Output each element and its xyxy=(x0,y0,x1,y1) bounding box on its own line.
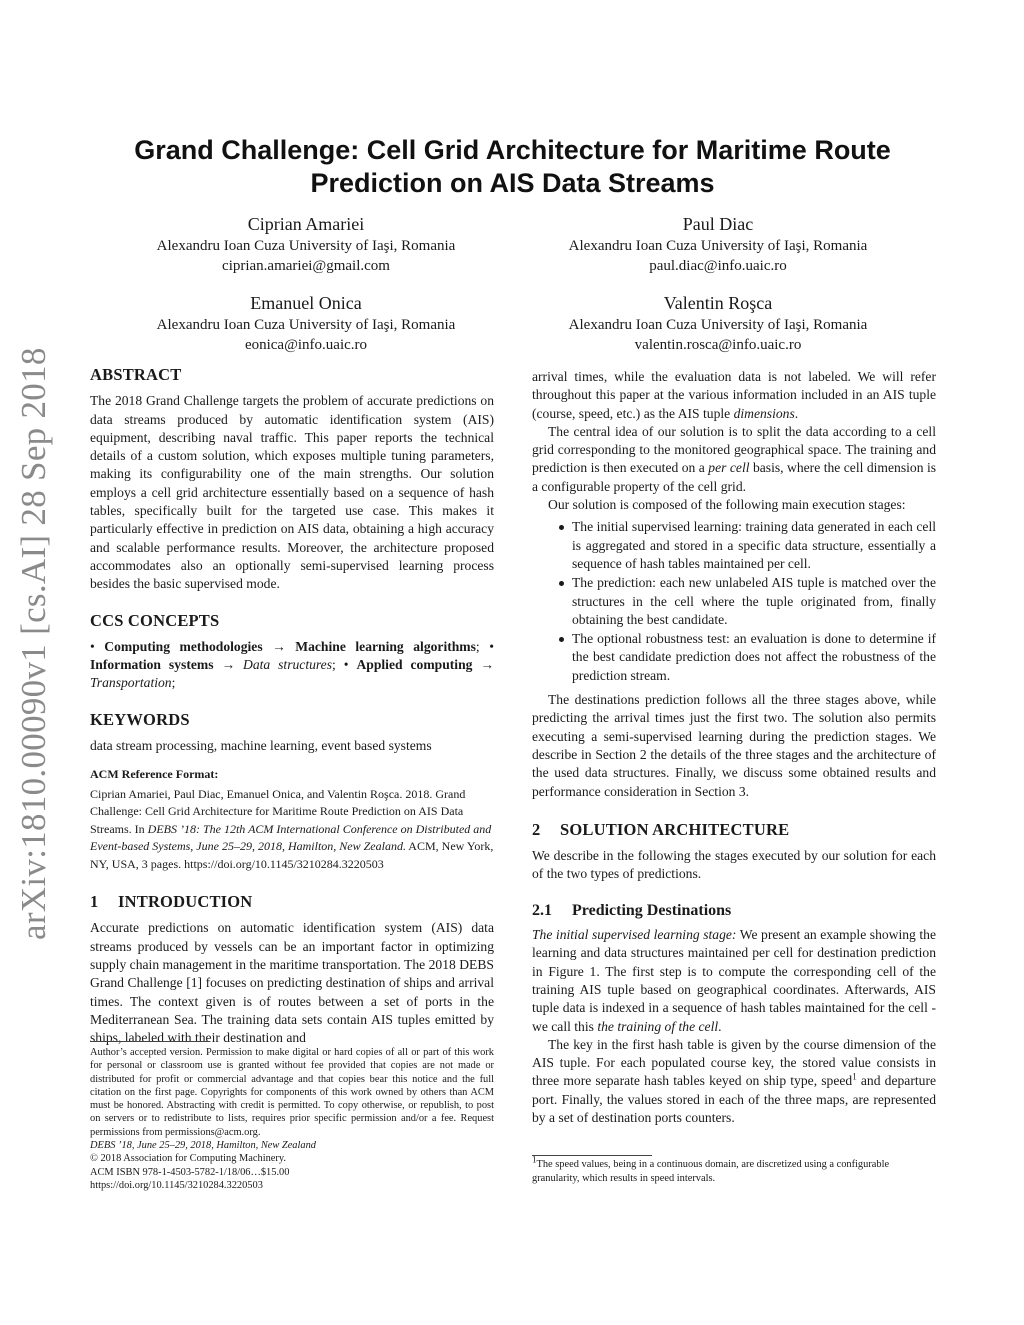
ccs-main: Information systems xyxy=(90,657,214,673)
isbn-line: ACM ISBN 978-1-4503-5782-1/18/06…$15.00 xyxy=(90,1166,290,1178)
author-email: eonica@info.uaic.ro xyxy=(244,337,368,353)
speed-footnote: $^1$The speed values, being in a continuous domain, are discretized using a configurable granularity, which results in speed intervals. xyxy=(532,1154,890,1184)
author-name: Paul Diac xyxy=(682,214,754,234)
author-email: paul.diac@info.uaic.ro xyxy=(649,258,787,274)
list-item: The optional robustness test: an evaluation is done to determine if the best candidate prediction does not affect the robustness of the prediction stream. xyxy=(572,630,936,685)
section-2-heading: 2 SOLUTION ARCHITECTURE xyxy=(532,819,790,839)
ccs-sub: Data structures xyxy=(243,657,333,673)
author-name: Valentin Roşca xyxy=(663,293,773,313)
doi-link[interactable]: https://doi.org/10.1145/3210284.3220503 xyxy=(90,1179,263,1191)
arxiv-stamp: arXiv:1810.00090v1 [cs.AI] 28 Sep 2018 xyxy=(14,347,53,940)
keywords-text: data stream processing, machine learning, event based systems xyxy=(90,738,432,754)
permission-text: Author’s accepted version. Permission to make digital or hard copies of all or part of this work for personal or classroom use is granted without fee provided that copies are not made or distributed for profit or commercial advantage and that copies bear this notice and the full citation on the first page. Copyrights for components of this work owned by others than ACM must be honored. Abstracting with credit is permitted. To copy otherwise, or republish, to post on servers or to redistribute to lists, requires prior specific permission and/or a fee. Request permissions from permissions@acm.org. xyxy=(90,1047,494,1138)
subsection-2-1-heading: 2.1 Predicting Destinations xyxy=(532,901,732,919)
permission-footnote xyxy=(90,1046,494,1192)
list-item: The initial supervised learning: training data generated in each cell is aggregated and stored in a specific data structure, essentially a sequence of hash tables maintained per cell. xyxy=(572,518,936,573)
author-affiliation: Alexandru Ioan Cuza University of Iaşi, Romania xyxy=(156,238,456,254)
author-block xyxy=(508,291,928,355)
paragraph: Our solution is composed of the following main execution stages: xyxy=(548,497,906,513)
footnote-divider xyxy=(532,1155,652,1156)
author-affiliation: Alexandru Ioan Cuza University of Iaşi, Romania xyxy=(568,238,868,254)
paragraph: The destinations prediction follows all the three stages above, while predicting the arrival times just the first two. The solution also permits executing a semi-supervised learning during the prediction stages. We describe in Section 2 the details of the three stages and the architecture of the used data structures. Finally, we discuss some obtained results and performance consideration in Section 3. xyxy=(532,692,936,799)
paragraph: The key in the first hash table is given by the course dimension of the AIS tuple. For each populated course key, the stored value consists in three more separate hash tables keyed on ship type, speed$^1$ and departure port. Finally, the values stored in each of the three maps, are represented by a set of destination ports counters. xyxy=(532,1036,936,1125)
conference-line: DEBS ’18, June 25–29, 2018, Hamilton, New Zealand xyxy=(90,1140,316,1152)
author-name: Emanuel Onica xyxy=(250,293,362,313)
section-1-heading: 1 INTRODUCTION xyxy=(90,892,253,912)
author-block xyxy=(96,291,516,355)
section-1-text: Accurate predictions on automatic identification system (AIS) data streams produced by vessels can be an important factor in optimizing supply chain management in the maritime transportation. The 2018 DEBS Grand Challenge [1] focuses on predicting destination of ships and arrival times. The context given is of routes between a set of ports in the Mediterranean Sea. The training data sets contain AIS tuples emitted by ships, labeled with their destination and xyxy=(90,920,494,1046)
keywords-heading: KEYWORDS xyxy=(90,709,190,729)
ccs-main: Applied computing xyxy=(356,657,473,673)
paragraph: The central idea of our solution is to split the data according to a cell grid corresponding to the monitored geographical space. The training and prediction is then executed on a per cell basis, where the cell dimension is a configurable property of the cell grid. xyxy=(532,423,937,494)
acm-reference-heading: ACM Reference Format: xyxy=(90,767,219,782)
list-item: The prediction: each new unlabeled AIS tuple is matched over the structures in the cell where the tuple originated from, finally obtaining the best candidate. xyxy=(572,574,936,629)
author-email: ciprian.amariei@gmail.com xyxy=(222,258,390,274)
ccs-main: Computing methodologies xyxy=(104,638,263,654)
author-block xyxy=(508,212,928,276)
paragraph: arrival times, while the evaluation data is not labeled. We will refer throughout this paper at the various information included in an AIS tuple (course, speed, etc.) as the AIS tuple dimensions. xyxy=(532,369,936,421)
right-column xyxy=(532,368,936,1127)
author-email: valentin.rosca@info.uaic.ro xyxy=(634,337,802,353)
ccs-sub: Machine learning algorithms xyxy=(295,638,476,654)
paragraph: The initial supervised learning stage: We present an example showing the learning and data structures maintained per cell for destination prediction in Figure 1. The first step is to compute the corresponding cell of the training AIS tuple based on geographical coordinates. Afterwards, AIS tuple data is indexed in a sequence of hash tables maintained for the cell - we call this the training of the cell. xyxy=(532,927,936,1034)
ccs-sub: Transportation xyxy=(90,675,172,691)
ccs-heading: CCS CONCEPTS xyxy=(90,610,220,630)
stages-list xyxy=(532,518,936,685)
left-column xyxy=(90,366,494,1048)
abstract-text: The 2018 Grand Challenge targets the problem of accurate predictions on data streams produced by automatic identification system (AIS) equipment, describing naval traffic. This paper reports the technical details of a custom solution, which exposes multiple tuning parameters, making its configurability one of the main strengths. Our solution employs a cell grid architecture essentially based on a sequence of hash tables, specifically built for the targeted use case. This makes it particularly effective in prediction on AIS data, obtaining a high accuracy and scalable performance results. Moreover, the architecture proposed accommodates also an optionally semi-supervised learning process besides the basic supervised mode. xyxy=(90,393,494,592)
paragraph: We describe in the following the stages executed by our solution for each of the two types of predictions. xyxy=(532,848,936,882)
copyright-line: © 2018 Association for Computing Machinery. xyxy=(90,1153,286,1165)
acm-reference-text: Ciprian Amariei, Paul Diac, Emanuel Onica, and Valentin Roşca. 2018. Grand Challenge: Cell Grid Architecture for Maritime Route Prediction on AIS Data Streams. In DEBS ’18: The 12th ACM International Conference on Distributed and Event-based Systems, June 25–29, 2018, Hamilton, New Zealand. ACM, New York, NY, USA, 3 pages. https://doi.org/10.1145/3210284.3220503 xyxy=(90,786,494,871)
author-name: Ciprian Amariei xyxy=(247,214,365,234)
author-affiliation: Alexandru Ioan Cuza University of Iaşi, Romania xyxy=(568,317,868,333)
abstract-heading: ABSTRACT xyxy=(90,365,182,384)
author-block xyxy=(96,212,516,276)
author-affiliation: Alexandru Ioan Cuza University of Iaşi, Romania xyxy=(156,317,456,333)
acm-reference xyxy=(90,765,494,873)
ccs-concepts: • Computing methodologies → Machine learning algorithms; • Information systems → Data structures; • Applied computing → Transportation; xyxy=(90,638,494,691)
footnote-divider xyxy=(90,1041,210,1042)
paper-title: Grand Challenge: Cell Grid Architecture for Maritime Route Prediction on AIS Data Streams xyxy=(134,135,891,198)
